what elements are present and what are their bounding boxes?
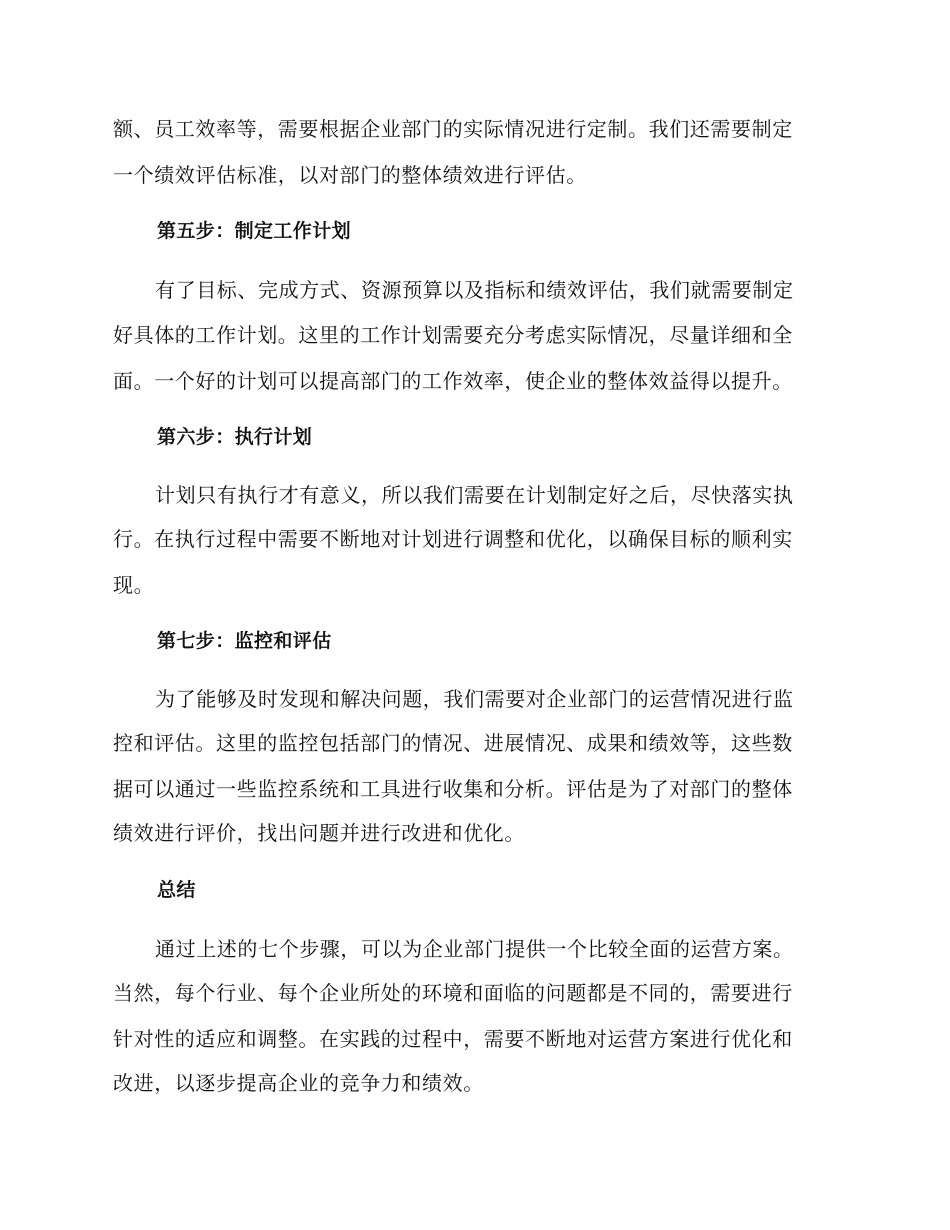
paragraph-line: 据可以通过一些监控系统和工具进行收集和分析。评估是为了对部门的整体 — [113, 777, 793, 801]
paragraph-line: 为了能够及时发现和解决问题，我们需要对企业部门的运营情况进行监 — [155, 687, 794, 711]
step7-heading: 第七步：监控和评估 — [157, 630, 332, 652]
paragraph-line: 额、员工效率等，需要根据企业部门的实际情况进行定制。我们还需要制定 — [113, 117, 793, 141]
paragraph-line: 改进，以逐步提高企业的竞争力和绩效。 — [113, 1071, 484, 1095]
paragraph-line: 面。一个好的计划可以提高部门的工作效率，使企业的整体效益得以提升。 — [113, 369, 793, 393]
paragraph-line: 绩效进行评价，找出问题并进行改进和优化。 — [113, 821, 525, 845]
paragraph-line: 通过上述的七个步骤，可以为企业部门提供一个比较全面的运营方案。 — [155, 937, 794, 961]
paragraph-line: 有了目标、完成方式、资源预算以及指标和绩效评估，我们就需要制定 — [155, 278, 794, 302]
step5-heading: 第五步：制定工作计划 — [157, 220, 352, 242]
paragraph-line: 控和评估。这里的监控包括部门的情况、进展情况、成果和绩效等，这些数 — [113, 731, 793, 755]
summary-heading: 总结 — [157, 879, 196, 901]
paragraph-line: 一个绩效评估标准，以对部门的整体绩效进行评估。 — [113, 163, 587, 187]
paragraph-line: 计划只有执行才有意义，所以我们需要在计划制定好之后，尽快落实执 — [155, 483, 794, 507]
paragraph-line: 行。在执行过程中需要不断地对计划进行调整和优化，以确保目标的顺利实 — [113, 527, 793, 551]
paragraph-line: 当然，每个行业、每个企业所处的环境和面临的问题都是不同的，需要进行 — [113, 981, 793, 1005]
paragraph-line: 针对性的适应和调整。在实践的过程中，需要不断地对运营方案进行优化和 — [113, 1027, 793, 1051]
paragraph-line: 现。 — [113, 573, 155, 597]
step6-heading: 第六步：执行计划 — [157, 426, 313, 448]
paragraph-line: 好具体的工作计划。这里的工作计划需要充分考虑实际情况，尽量详细和全 — [113, 323, 793, 347]
